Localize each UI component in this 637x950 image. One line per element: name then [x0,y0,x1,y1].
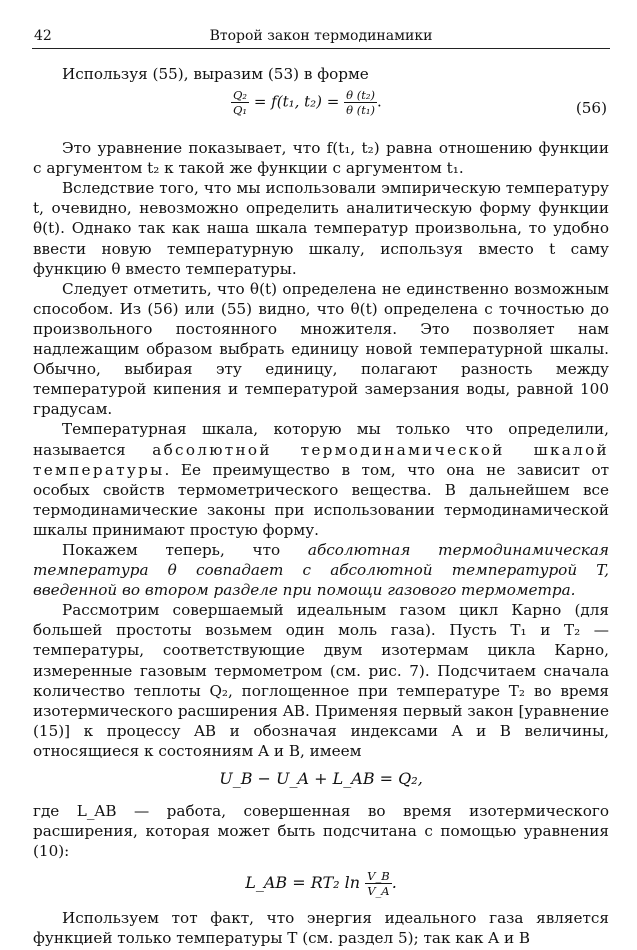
equation-56-body: $\frac{\text{Q₂}}{\text{Q₁}}$ = f(t₁, t₂) = $\frac{\text{θ (t₂)}}{\text{θ (t₁)}}$ . [233,88,382,118]
text-run: Покажем теперь, что [62,540,308,559]
equation-period: . [391,873,397,893]
paragraph [33,419,609,540]
page-number: 42 [34,28,52,44]
paragraph: Это уравнение показывает, что f(t₁, t₂) равна отношению функции с аргументом t₂ к такой же функции с аргументом t₁. [33,139,609,178]
paragraph: Рассмотрим совершаемый идеальным газом цикл Карно (для большей простоты возьмем один моль газа). Пусть T₁ и T₂ — температуры, соответствующие двум изотермам цикла Карно, измеренные газовым термометром (см. рис. 7). Подсчитаем сначала количество теплоты Q₂, поглощенное при температуре T₂ во время изотермического расширения AB. Применяя первый закон [уравнение (15)] к процессу AB и обозначая индексами A и B величины, относящиеся к состояниям A и B, имеем [33,601,609,760]
italic-statement: абсолютная термодинамическая температура θ совпадает с абсолютной температурой T, введенной во втором разделе при помощи газового термометра. [33,540,609,600]
fraction-denominator: θ (t₁) [346,103,375,118]
paragraph: где L_AB — работа, совершенная во время изотермического расширения, которая может быть подсчитана с помощью уравнения (10): [33,802,609,861]
paragraph [33,540,609,600]
paragraph: Вследствие того, что мы использовали эмпирическую температуру t, очевидно, невозможно определить аналитическую форму функции θ(t). Однако так как наша шкала температур произвольна, то удобно ввести новую температурную шкалу, используя вместо t саму функцию θ вместо температуры. [33,179,609,278]
paragraph: Используя (55), выразим (53) в форме [62,65,369,83]
paragraph: Следует отметить, что θ(t) определена не единственно возможным способом. Из (56) или (55) видно, что θ(t) определена с точностью до произвольного постоянного множителя. Это позволяет нам надлежащим образом выбрать единицу новой температурной шкалы. Обычно, выбирая эту единицу, полагают разность между температурой кипения и температурой замерзания воды, равной 100 градусам. [33,279,609,419]
body-text [33,64,609,949]
text-run: Температурная шкала, которую мы только что определили, называется [33,420,609,459]
fraction-numerator: V_B [367,869,390,884]
equation-56 [33,84,609,138]
fraction-volume [365,869,392,898]
equation-number: (56) [575,99,607,118]
equation-middle: = f(t₁, t₂) = [253,92,340,111]
running-header [32,22,610,49]
text-run: . Ее преимущество в том, что она не зависит от особых свойств термометрического вещества. В дальнейшем все термодинамические законы при использовании термодинамической шкалы принимают простую форму. [33,460,609,539]
work-equation-lhs: L_AB = RT₂ ln [245,873,361,893]
fraction-theta [344,88,377,117]
fraction-numerator: θ (t₂) [346,88,375,103]
spaced-emphasis: абсолютной термодинамической шкалой температуры [33,440,609,479]
paragraph: Используем тот факт, что энергия идеального газа является функцией только температуры T (см. раздел 5); так как A и B [33,909,609,948]
fraction-q [231,88,249,117]
fraction-numerator: Q₂ [233,88,248,103]
energy-equation: U_B − U_A + L_AB = Q₂, [219,769,423,788]
fraction-denominator: Q₁ [233,103,248,118]
running-title: Второй закон термодинамики [209,28,433,44]
work-equation [33,869,609,898]
fraction-denominator: V_A [367,884,390,899]
